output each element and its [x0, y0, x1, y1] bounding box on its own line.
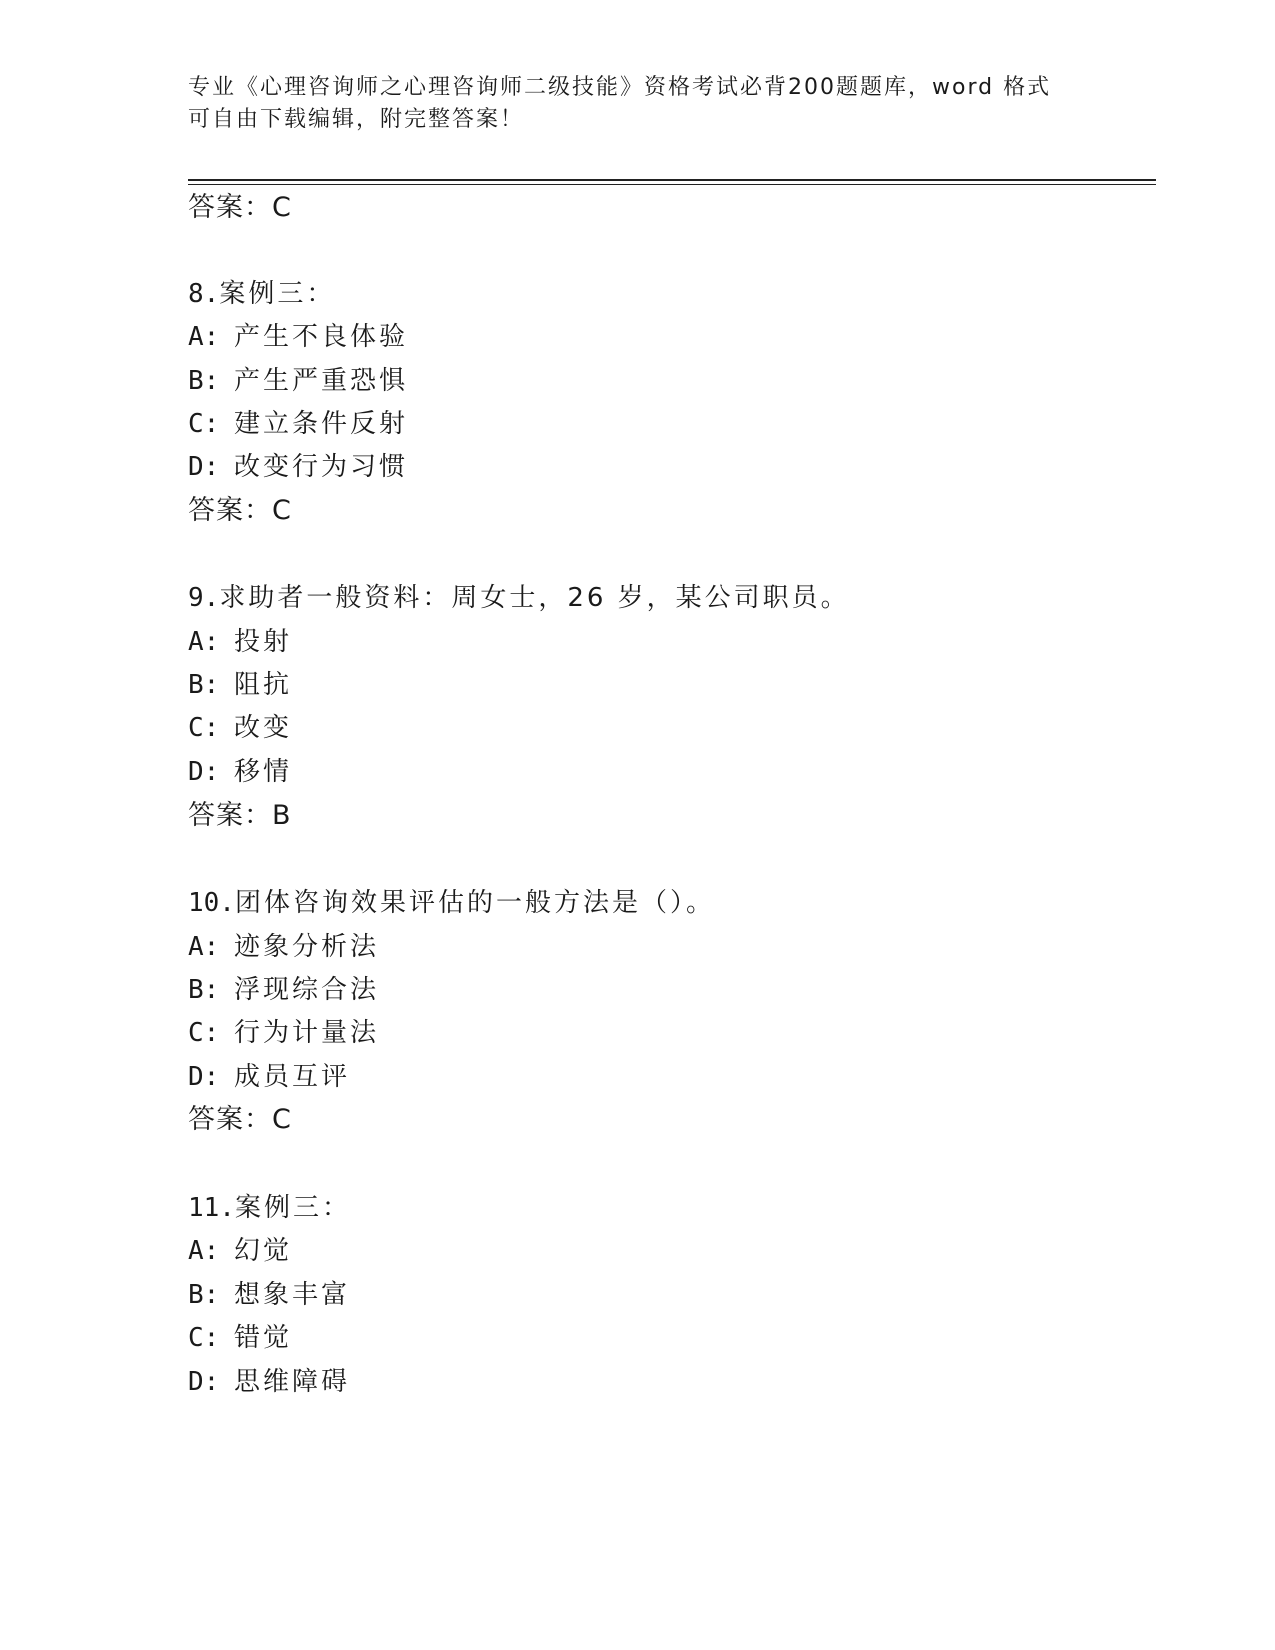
option-text: 浮现综合法: [234, 975, 380, 1005]
header-line-2: 可自由下载编辑，附完整答案！: [188, 107, 525, 132]
option-text: 投射: [234, 627, 293, 657]
option-letter: D:: [188, 1062, 220, 1092]
question-text: 团体咨询效果评估的一般方法是（）。: [234, 888, 715, 918]
question-text: 求助者一般资料：周女士，26 岁，某公司职员。: [219, 583, 850, 613]
option-row: [188, 320, 408, 354]
header-rule-thick: [188, 179, 1156, 181]
question-stem: [188, 886, 715, 920]
answer-line: 答案：C: [188, 1104, 292, 1135]
option-letter: A:: [188, 322, 220, 352]
option-letter: C:: [188, 409, 220, 439]
option-text: 思维障碍: [234, 1367, 351, 1397]
option-letter: A:: [188, 627, 220, 657]
option-row: [188, 364, 408, 398]
option-letter: D:: [188, 757, 220, 787]
option-row: [188, 1365, 350, 1399]
question-stem: [188, 277, 335, 311]
question-text: 案例三：: [219, 279, 336, 309]
option-text: 成员互评: [234, 1062, 351, 1092]
option-letter: A:: [188, 1236, 220, 1266]
header-line-1: 专业《心理咨询师之心理咨询师二级技能》资格考试必背200题题库，word 格式: [188, 75, 1052, 100]
option-letter: B:: [188, 366, 220, 396]
document-header: [188, 72, 1088, 136]
option-text: 产生不良体验: [234, 322, 409, 352]
option-row: [188, 1278, 350, 1312]
option-row: [188, 407, 408, 441]
answer-line: 答案：C: [188, 495, 292, 526]
header-rule-thin: [188, 184, 1156, 185]
option-text: 移情: [234, 757, 293, 787]
previous-answer: 答案：C: [188, 192, 292, 223]
option-text: 迹象分析法: [234, 932, 380, 962]
question-number: 9.: [188, 583, 220, 613]
option-row: [188, 930, 379, 964]
option-row: [188, 668, 292, 702]
option-letter: D:: [188, 452, 220, 482]
option-text: 阻抗: [234, 670, 293, 700]
option-letter: C:: [188, 713, 220, 743]
option-row: [188, 1321, 292, 1355]
option-row: [188, 1234, 292, 1268]
option-letter: D:: [188, 1367, 220, 1397]
option-text: 改变: [234, 713, 293, 743]
option-letter: C:: [188, 1323, 220, 1353]
option-letter: B:: [188, 1280, 220, 1310]
option-text: 错觉: [234, 1323, 293, 1353]
option-text: 想象丰富: [234, 1280, 351, 1310]
question-number: 10.: [188, 888, 235, 918]
option-text: 产生严重恐惧: [234, 366, 409, 396]
option-row: [188, 1016, 379, 1050]
option-letter: B:: [188, 975, 220, 1005]
option-row: [188, 625, 292, 659]
question-stem: [188, 581, 850, 615]
option-text: 行为计量法: [234, 1018, 380, 1048]
option-row: [188, 450, 408, 484]
answer-line: 答案：B: [188, 800, 292, 831]
option-letter: C:: [188, 1018, 220, 1048]
question-stem: [188, 1191, 351, 1225]
option-letter: B:: [188, 670, 220, 700]
option-row: [188, 973, 379, 1007]
option-text: 建立条件反射: [234, 409, 409, 439]
option-text: 改变行为习惯: [234, 452, 409, 482]
question-text: 案例三：: [234, 1193, 351, 1223]
option-letter: A:: [188, 932, 220, 962]
option-row: [188, 755, 292, 789]
question-number: 8.: [188, 279, 220, 309]
option-row: [188, 1060, 350, 1094]
question-number: 11.: [188, 1193, 235, 1223]
option-row: [188, 711, 292, 745]
option-text: 幻觉: [234, 1236, 293, 1266]
